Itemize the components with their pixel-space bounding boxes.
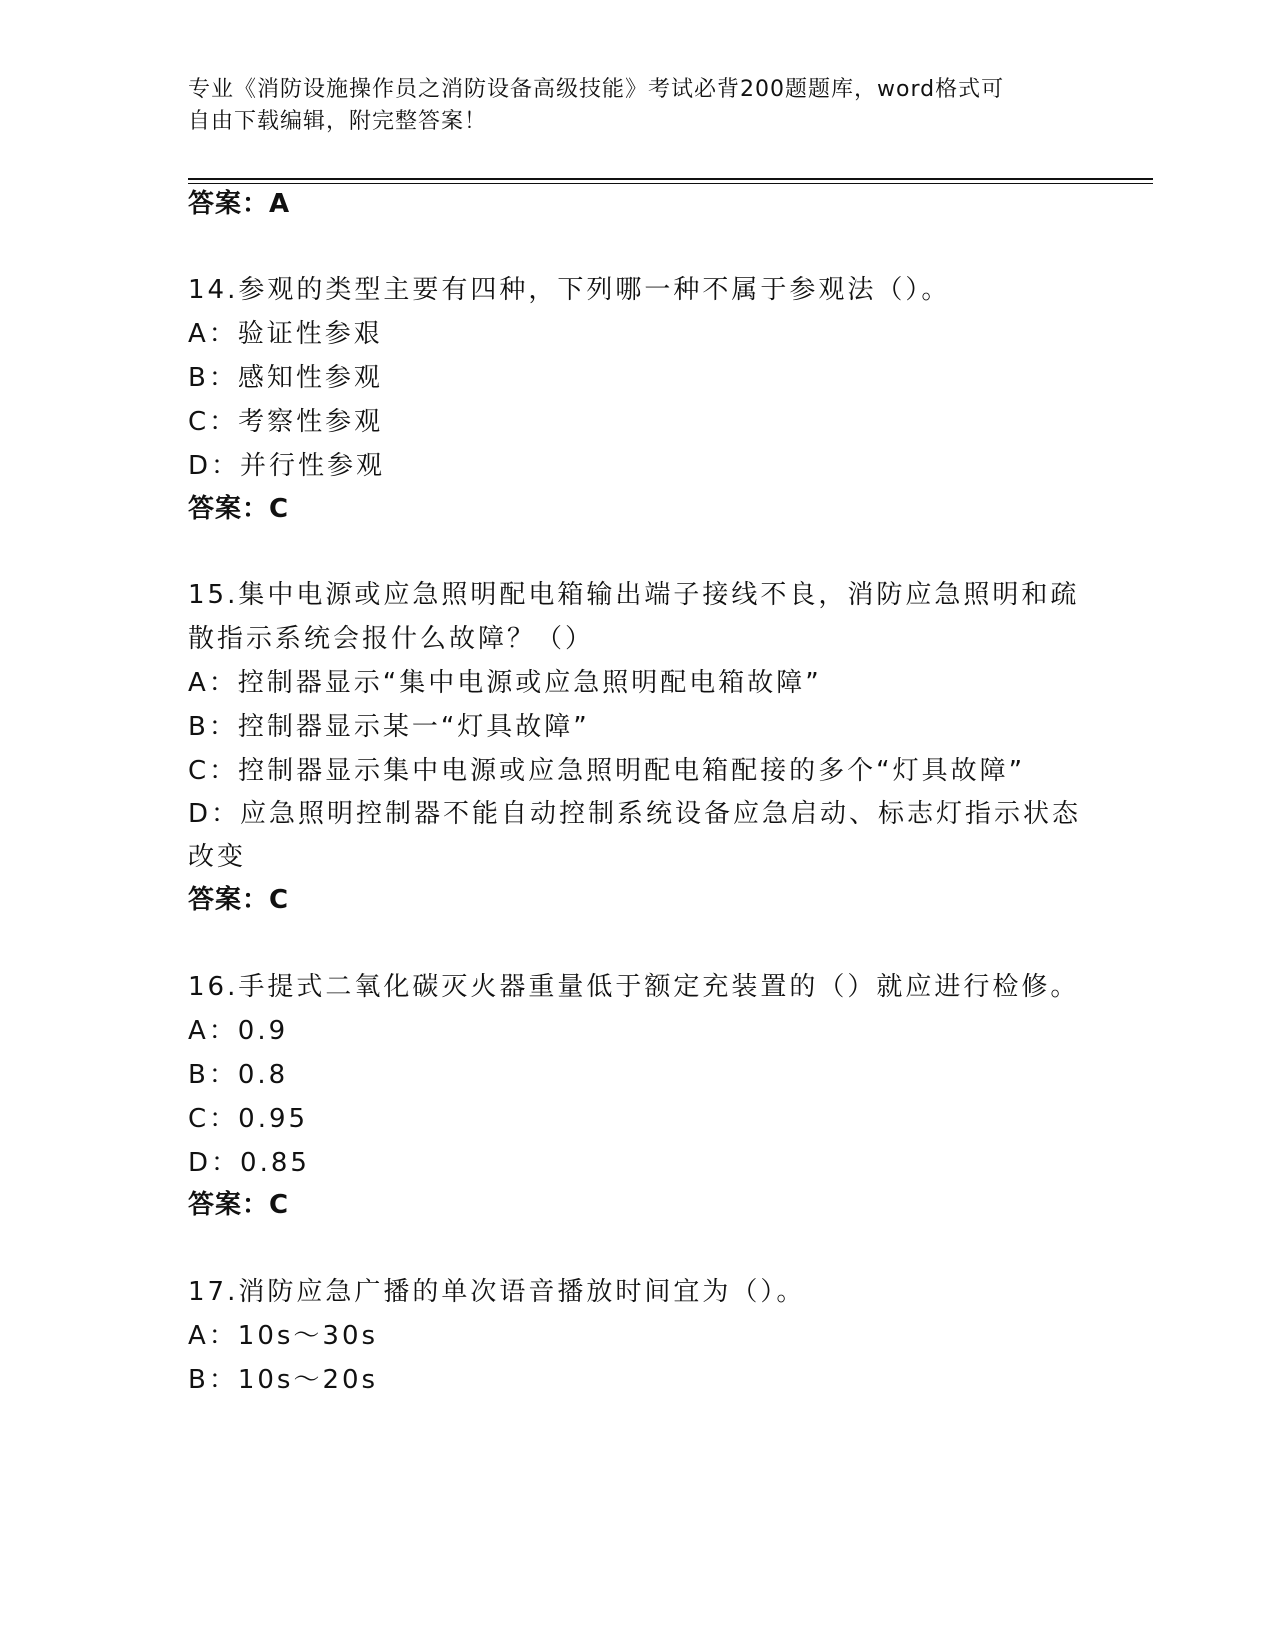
question-16-option-a: A：0.9 <box>188 1016 289 1046</box>
answer-15: 答案：C <box>188 885 290 915</box>
question-15-option-b: B：控制器显示某一“灯具故障” <box>188 712 590 742</box>
answer-14: 答案：C <box>188 494 290 524</box>
answer-13: 答案：A <box>188 189 291 219</box>
question-16-option-c: C：0.95 <box>188 1104 309 1134</box>
document-header <box>188 74 1068 138</box>
question-15-stem-line-2: 散指示系统会报什么故障？（） <box>188 624 595 654</box>
question-16-stem: 16.手提式二氧化碳灭火器重量低于额定充装置的（）就应进行检修。 <box>188 972 1080 1002</box>
question-15-stem-line-1: 15.集中电源或应急照明配电箱输出端子接线不良，消防应急照明和疏 <box>188 580 1080 610</box>
question-16-option-b: B：0.8 <box>188 1060 289 1090</box>
question-17-option-a: A：10s～30s <box>188 1321 379 1351</box>
header-line-1: 专业《消防设施操作员之消防设备高级技能》考试必背200题题库，word格式可 <box>188 77 1005 102</box>
question-14-stem: 14.参观的类型主要有四种，下列哪一种不属于参观法（）。 <box>188 275 951 305</box>
question-16-option-d: D：0.85 <box>188 1148 310 1178</box>
question-15-option-a: A：控制器显示“集中电源或应急照明配电箱故障” <box>188 668 822 698</box>
question-14-option-d: D：并行性参观 <box>188 451 386 481</box>
question-17-stem: 17.消防应急广播的单次语音播放时间宜为（）。 <box>188 1277 806 1307</box>
question-14-option-b: B：感知性参观 <box>188 363 383 393</box>
answer-16: 答案：C <box>188 1190 290 1220</box>
question-15-option-d-continued: 改变 <box>188 842 247 872</box>
question-14-option-a: A：验证性参艰 <box>188 319 383 349</box>
header-line-2: 自由下载编辑，附完整答案！ <box>188 109 488 134</box>
question-14-option-c: C：考察性参观 <box>188 407 384 437</box>
header-divider <box>188 178 1153 180</box>
question-15-option-d: D：应急照明控制器不能自动控制系统设备应急启动、标志灯指示状态 <box>188 799 1082 829</box>
question-17-option-b: B：10s～20s <box>188 1365 379 1395</box>
header-divider-thin <box>188 183 1153 184</box>
question-15-option-c: C：控制器显示集中电源或应急照明配电箱配接的多个“灯具故障” <box>188 756 1026 786</box>
